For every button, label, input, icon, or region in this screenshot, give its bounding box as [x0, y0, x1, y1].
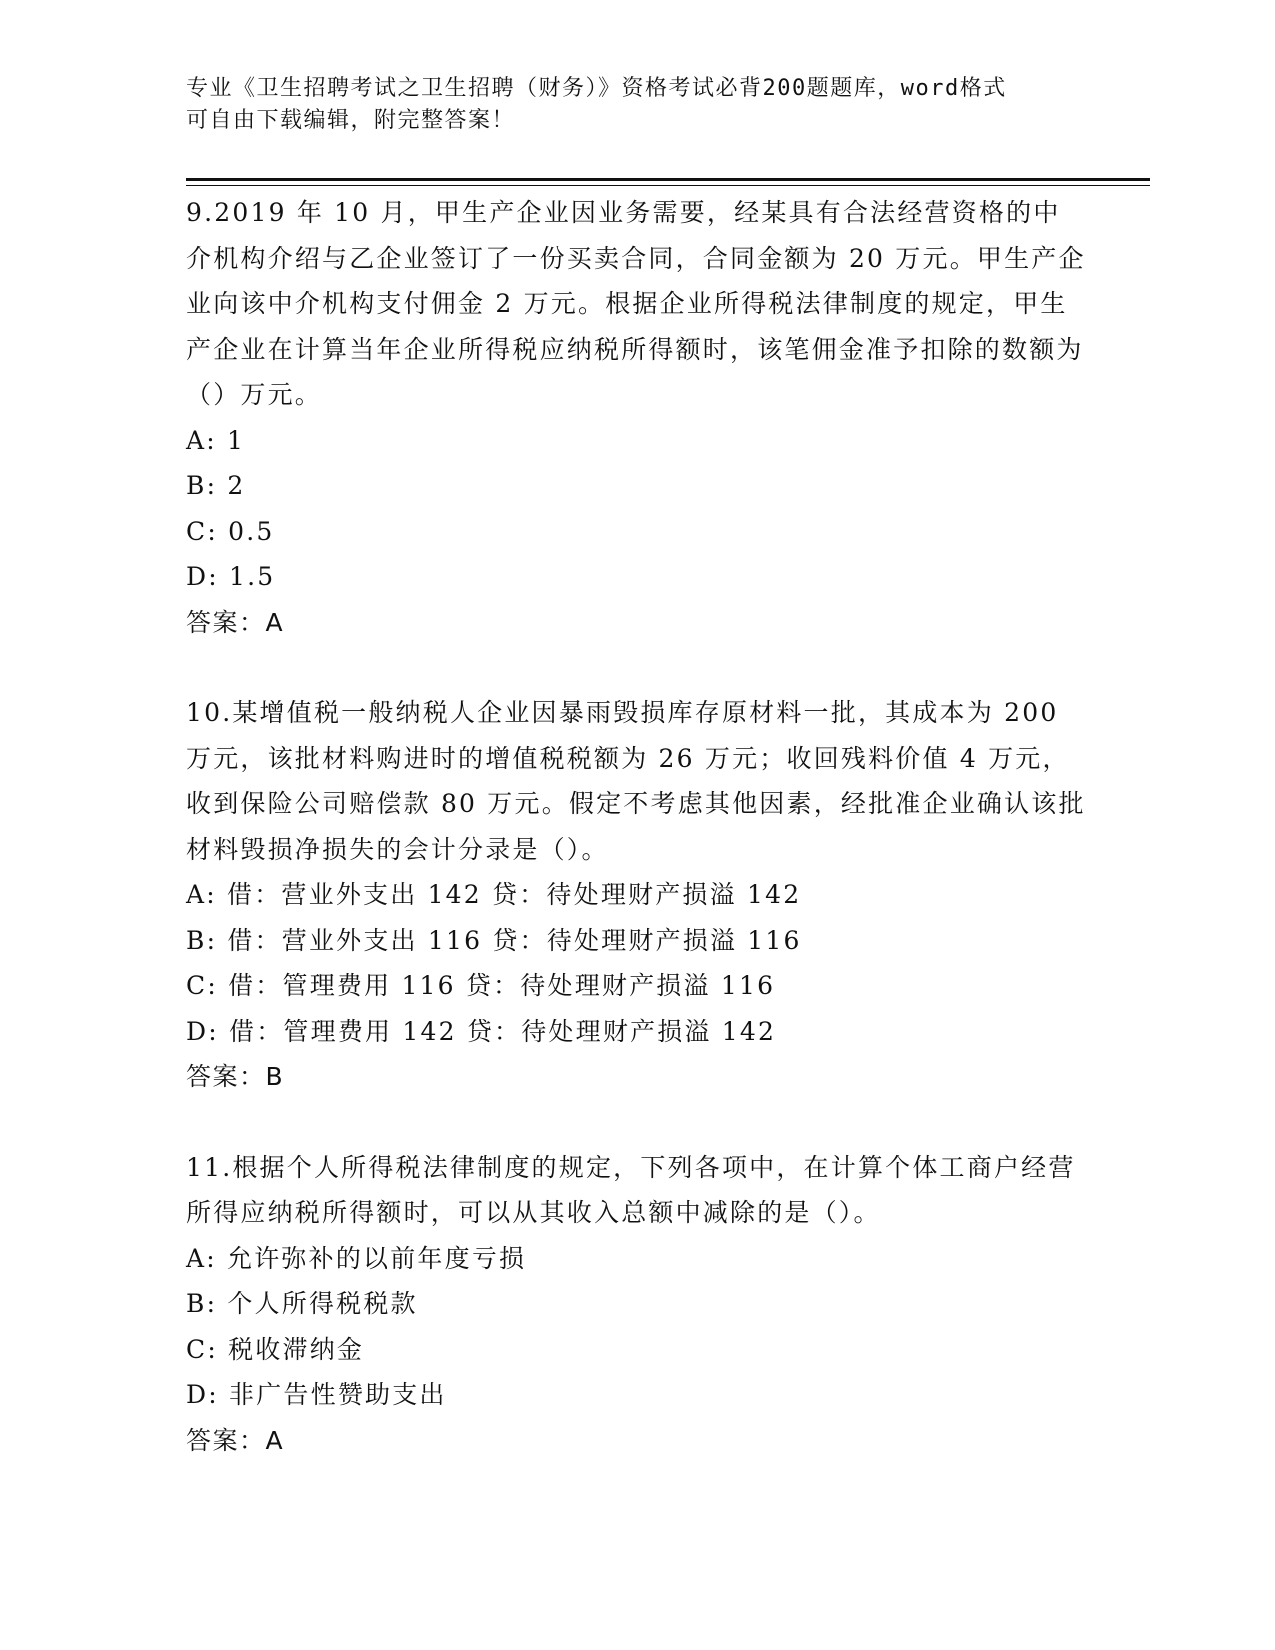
question-list [186, 190, 1086, 1463]
header-line-1: 专业《卫生招聘考试之卫生招聘（财务）》资格考试必背200题题库，word格式 [186, 76, 1007, 101]
document-header [186, 73, 1066, 137]
option-b: B: 个人所得税税款 [186, 1289, 418, 1318]
option-c: C: 0.5 [186, 516, 275, 546]
question-text: 11.根据个人所得税法律制度的规定，下列各项中，在计算个体工商户经营所得应纳税所得额时，可以从其收入总额中减除的是（）。 [186, 1152, 1076, 1227]
option-b: B: 借：营业外支出 116 贷：待处理财产损溢 116 [186, 925, 802, 955]
option-a: A: 允许弥补的以前年度亏损 [186, 1243, 527, 1273]
option-b: B: 2 [186, 471, 246, 500]
option-c: C: 税收滞纳金 [186, 1334, 365, 1364]
question-10 [186, 690, 1086, 1100]
question-text: 10.某增值税一般纳税人企业因暴雨毁损库存原材料一批，其成本为 200 万元，该批材料购进时的增值税税额为 26 万元；收回残料价值 4 万元，收到保险公司赔偿款 80 万元。假定不考虑其他因素，经批准企业确认该批材料毁损净损失的会计分录是（）。 [186, 698, 1086, 864]
question-9 [186, 190, 1086, 645]
question-11 [186, 1145, 1086, 1464]
header-divider-thick [186, 178, 1150, 181]
option-d: D: 借：管理费用 142 贷：待处理财产损溢 142 [186, 1016, 777, 1046]
option-d: D: 1.5 [186, 562, 276, 591]
answer-label: 答案：A [186, 1425, 285, 1455]
answer-label: 答案：B [186, 1062, 285, 1091]
option-d: D: 非广告性赞助支出 [186, 1380, 447, 1409]
header-divider-thin [186, 185, 1150, 186]
question-spacer [186, 1100, 1086, 1145]
question-spacer [186, 645, 1086, 690]
question-text: 9.2019 年 10 月，甲生产企业因业务需要，经某具有合法经营资格的中介机构介绍与乙企业签订了一份买卖合同，合同金额为 20 万元。甲生产企业向该中介机构支付佣金 2 万元。根据企业所得税法律制度的规定，甲生产企业在计算当年企业所得税应纳税所得额时，该笔佣金准予扣除的数额为（）万元。 [186, 198, 1086, 409]
option-a: A: 1 [186, 425, 246, 455]
option-c: C: 借：管理费用 116 贷：待处理财产损溢 116 [186, 971, 776, 1000]
option-a: A: 借：营业外支出 142 贷：待处理财产损溢 142 [186, 880, 802, 909]
answer-label: 答案：A [186, 607, 285, 637]
header-line-2: 可自由下载编辑，附完整答案！ [186, 108, 516, 133]
